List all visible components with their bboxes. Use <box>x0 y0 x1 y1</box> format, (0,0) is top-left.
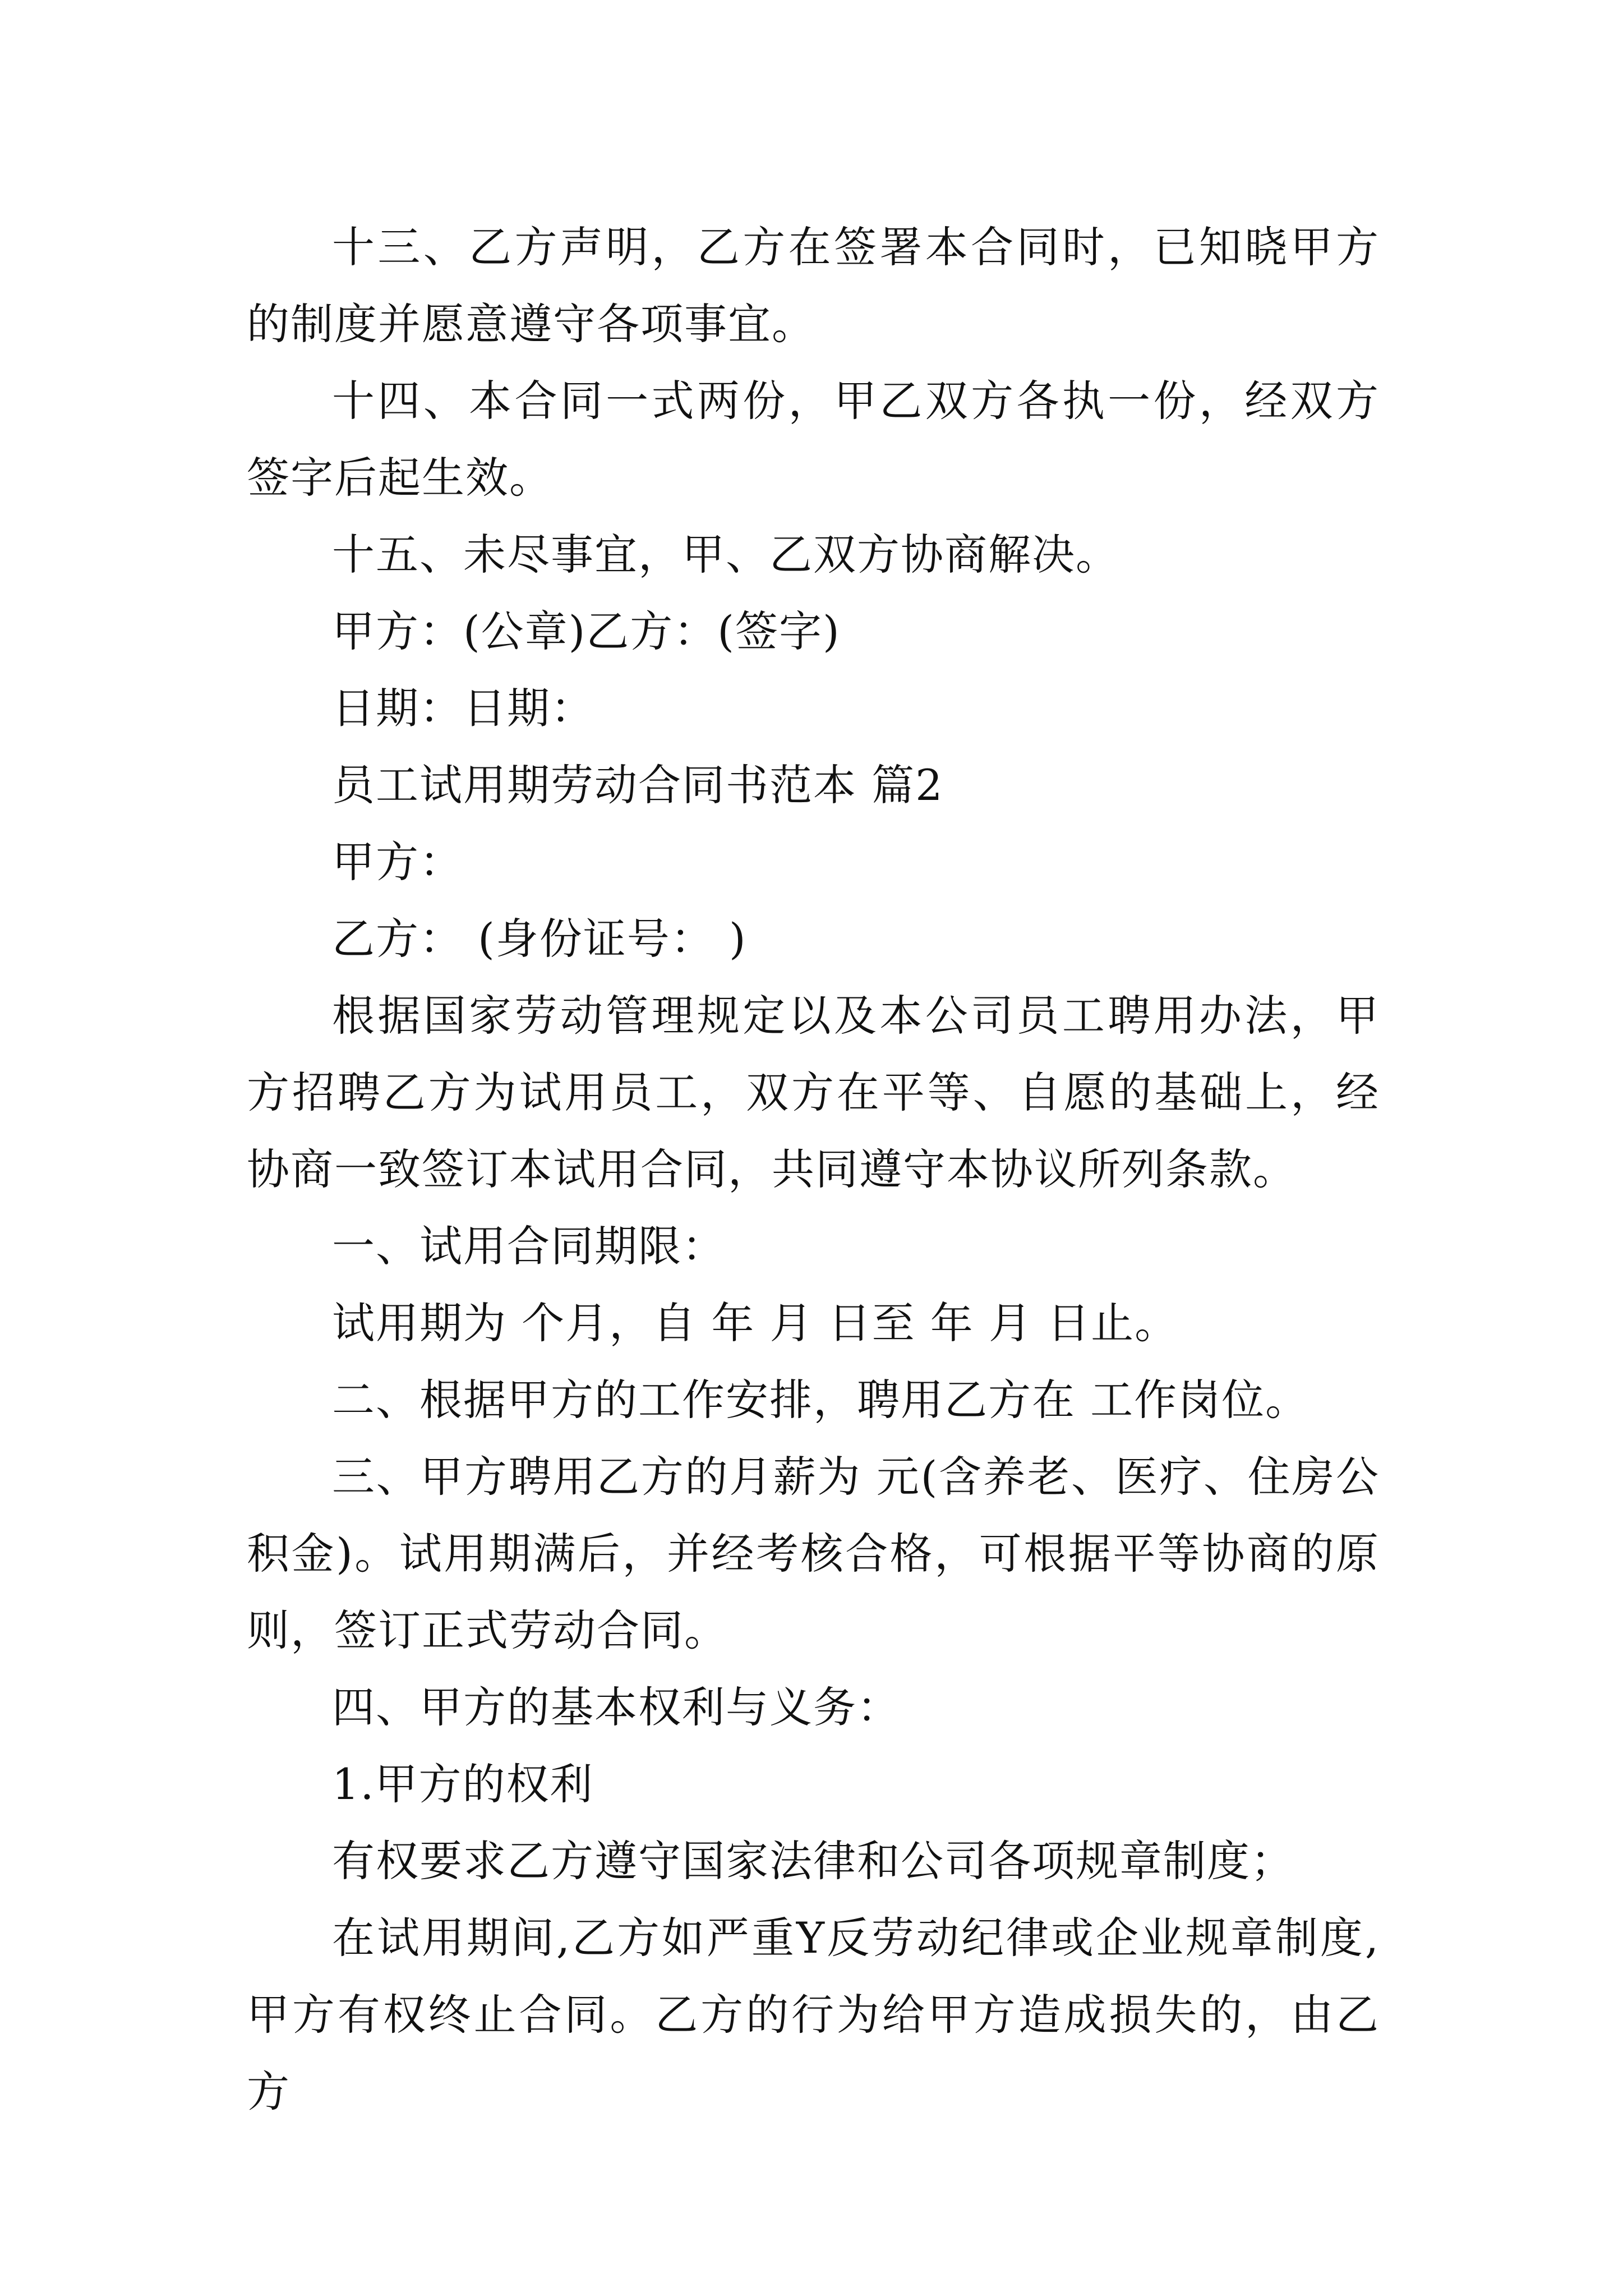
section-heading: 员工试用期劳动合同书范本 篇2 <box>332 760 944 810</box>
paragraph-right-1: 有权要求乙方遵守国家法律和公司各项规章制度； <box>332 1836 1294 1886</box>
paragraph-right-2: 在试用期间,乙方如严重Y反劳动纪律或企业规章制度,甲方有权终止合同。乙方的行为给甲方造成损失的，由乙方 <box>247 1913 1380 2116</box>
paragraph-party-b: 乙方： (身份证号： ) <box>332 914 747 964</box>
paragraph-salary: 三、甲方聘用乙方的月薪为 元(含养老、医疗、住房公积金)。试用期满后，并经考核合格，可根据平等协商的原则，签订正式劳动合同。 <box>247 1452 1380 1655</box>
paragraph-term-detail: 试用期为 个月，自 年 月 日至 年 月 日止。 <box>332 1298 1179 1348</box>
paragraph-clause-14: 十四、本合同一式两份，甲乙双方各执一份，经双方签字后起生效。 <box>247 376 1380 503</box>
document-body <box>247 209 1380 2130</box>
paragraph-position: 二、根据甲方的工作安排，聘用乙方在 工作岗位。 <box>332 1375 1310 1425</box>
paragraph-date-line: 日期：日期： <box>332 683 594 733</box>
paragraph-party-a: 甲方： <box>332 837 463 887</box>
paragraph-signature-line: 甲方：(公章)乙方：(签字) <box>332 606 841 656</box>
paragraph-party-a-rights-subheading: 1.甲方的权利 <box>332 1759 594 1809</box>
paragraph-preamble: 根据国家劳动管理规定以及本公司员工聘用办法，甲方招聘乙方为试用员工，双方在平等、自愿的基础上，经协商一致签订本试用合同，共同遵守本协议所列条款。 <box>247 991 1380 1194</box>
paragraph-term-heading: 一、试用合同期限： <box>332 1221 726 1271</box>
paragraph-clause-15: 十五、未尽事宜，甲、乙双方协商解决。 <box>332 530 1119 579</box>
paragraph-party-a-rights-heading: 四、甲方的基本权利与义务： <box>332 1682 901 1732</box>
paragraph-clause-13: 十三、乙方声明，乙方在签署本合同时，已知晓甲方的制度并愿意遵守各项事宜。 <box>247 222 1380 349</box>
